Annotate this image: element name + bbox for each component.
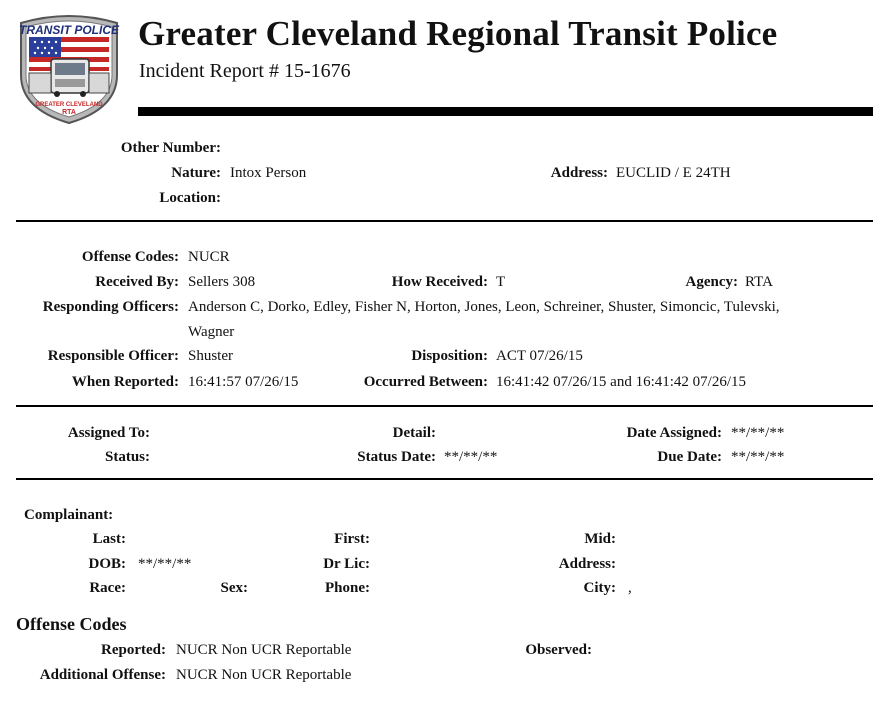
logo-brand-text: RTA (62, 109, 76, 116)
responsible-officer-label: Responsible Officer: (47, 348, 179, 364)
dr-lic-label: Dr Lic: (323, 556, 370, 572)
complainant-address-label: Address: (558, 556, 616, 572)
occurred-between-value: 16:41:42 07/26/15 and 16:41:42 07/26/15 (496, 374, 746, 390)
mid-label: Mid: (584, 531, 616, 547)
first-label: First: (334, 531, 370, 547)
logo-bottom-text: GREATER CLEVELAND (35, 102, 103, 108)
offense-codes-label: Offense Codes: (81, 249, 179, 265)
status-label: Status: (104, 449, 150, 465)
phone-label: Phone: (325, 580, 370, 596)
logo-top-text: TRANSIT POLICE (18, 23, 120, 37)
disposition-value: ACT 07/26/15 (496, 348, 583, 364)
received-by-value: Sellers 308 (188, 274, 256, 290)
section-divider-1 (16, 220, 873, 222)
address-value: EUCLID / E 24TH (616, 165, 731, 181)
reported-label: Reported: (101, 642, 166, 658)
section-divider-2 (16, 405, 873, 407)
sex-label: Sex: (220, 580, 248, 596)
report-title: Greater Cleveland Regional Transit Police (138, 14, 778, 53)
date-assigned-value: **/**/** (731, 425, 785, 441)
responding-officers-value-cont: Wagner (188, 324, 235, 340)
last-label: Last: (92, 531, 126, 547)
city-label: City: (583, 580, 616, 596)
transit-police-badge-logo (15, 13, 123, 125)
complainant-heading: Complainant: (24, 507, 114, 523)
section-divider-3 (16, 478, 873, 480)
received-by-label: Received By: (95, 274, 179, 290)
other-number-label: Other Number: (120, 140, 221, 156)
when-reported-label: When Reported: (71, 374, 179, 390)
city-value: , (628, 580, 632, 596)
how-received-label: How Received: (391, 274, 488, 290)
occurred-between-label: Occurred Between: (363, 374, 488, 390)
offense-codes-value: NUCR (188, 249, 230, 265)
detail-label: Detail: (392, 425, 436, 441)
agency-label: Agency: (685, 274, 738, 290)
agency-value: RTA (745, 274, 773, 290)
responding-officers-label: Responding Officers: (42, 299, 179, 315)
report-subtitle: Incident Report # 15-1676 (139, 60, 351, 82)
how-received-value: T (496, 274, 506, 290)
additional-offense-value: NUCR Non UCR Reportable (176, 667, 352, 683)
additional-offense-label: Additional Offense: (39, 667, 166, 683)
due-date-label: Due Date: (657, 449, 722, 465)
dob-value: **/**/** (138, 556, 192, 572)
offense-codes-heading: Offense Codes (16, 614, 127, 634)
due-date-value: **/**/** (731, 449, 785, 465)
race-label: Race: (89, 580, 126, 596)
location-label: Location: (159, 190, 221, 206)
date-assigned-label: Date Assigned: (626, 425, 722, 441)
nature-value: Intox Person (230, 165, 307, 181)
when-reported-value: 16:41:57 07/26/15 (188, 374, 299, 390)
responding-officers-value: Anderson C, Dorko, Edley, Fisher N, Horton, Jones, Leon, Schreiner, Shuster, Simoncic, Tulevski, (188, 299, 780, 315)
assigned-to-label: Assigned To: (67, 425, 150, 441)
disposition-label: Disposition: (411, 348, 488, 364)
status-date-label: Status Date: (357, 449, 436, 465)
responsible-officer-value: Shuster (188, 348, 233, 364)
header-divider (138, 107, 873, 116)
nature-label: Nature: (171, 165, 221, 181)
reported-value: NUCR Non UCR Reportable (176, 642, 352, 658)
status-date-value: **/**/** (444, 449, 498, 465)
dob-label: DOB: (88, 556, 126, 572)
address-label: Address: (550, 165, 608, 181)
observed-label: Observed: (525, 642, 592, 658)
